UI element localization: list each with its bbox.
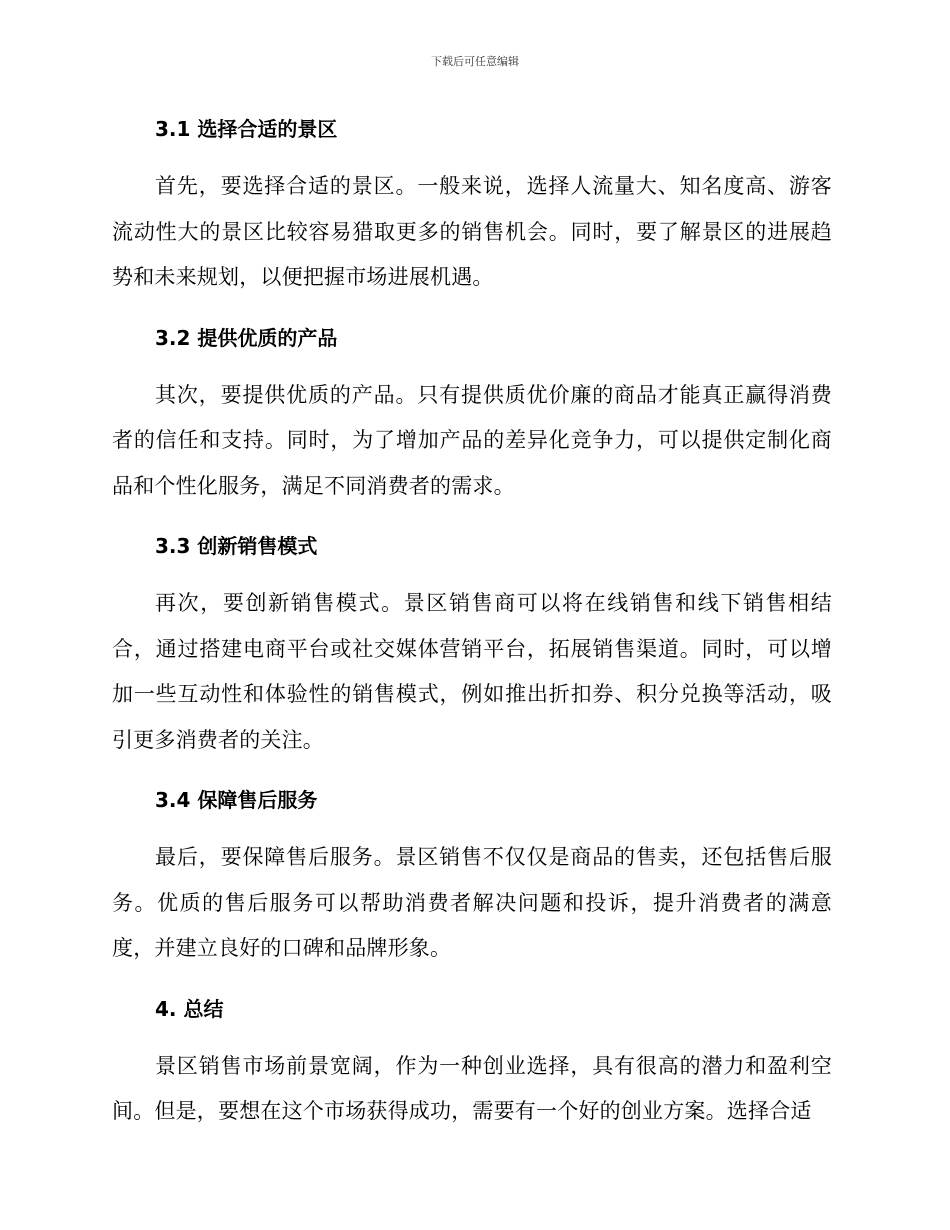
section-paragraph: 景区销售市场前景宽阔，作为一种创业选择，具有很高的潜力和盈利空间。但是，要想在这个市场获得成功，需要有一个好的创业方案。选择合适	[112, 1053, 832, 1123]
section-3-2	[112, 321, 832, 530]
page-header-note: 下载后可任意编辑	[431, 55, 519, 68]
section-heading: 4. 总结	[155, 996, 224, 1021]
section-heading: 3.4 保障售后服务	[155, 788, 318, 812]
section-heading: 3.1 选择合适的景区	[155, 117, 338, 141]
section-paragraph: 其次，要提供优质的产品。只有提供质优价廉的商品才能真正赢得消费者的信任和支持。同时，为了增加产品的差异化竞争力，可以提供定制化商品和个性化服务，满足不同消费者的需求。	[112, 382, 832, 498]
section-paragraph: 再次，要创新销售模式。景区销售商可以将在线销售和线下销售相结合，通过搭建电商平台或社交媒体营销平台，拓展销售渠道。同时，可以增加一些互动性和体验性的销售模式，例如推出折扣券、积分兑换等活动，吸引更多消费者的关注。	[112, 591, 832, 752]
section-heading: 3.2 提供优质的产品	[155, 325, 338, 350]
section-3-1	[112, 112, 832, 321]
section-paragraph: 最后，要保障售后服务。景区销售不仅仅是商品的售卖，还包括售后服务。优质的售后服务可以帮助消费者解决问题和投诉，提升消费者的满意度，并建立良好的口碑和品牌形象。	[112, 845, 832, 960]
section-heading: 3.3 创新销售模式	[155, 534, 318, 558]
section-paragraph: 首先，要选择合适的景区。一般来说，选择人流量大、知名度高、游客流动性大的景区比较容易猎取更多的销售机会。同时，要了解景区的进展趋势和未来规划，以便把握市场进展机遇。	[112, 174, 832, 289]
document-body	[112, 112, 832, 1135]
section-3-3	[112, 529, 832, 783]
section-3-4	[112, 783, 832, 992]
section-4	[112, 992, 832, 1135]
